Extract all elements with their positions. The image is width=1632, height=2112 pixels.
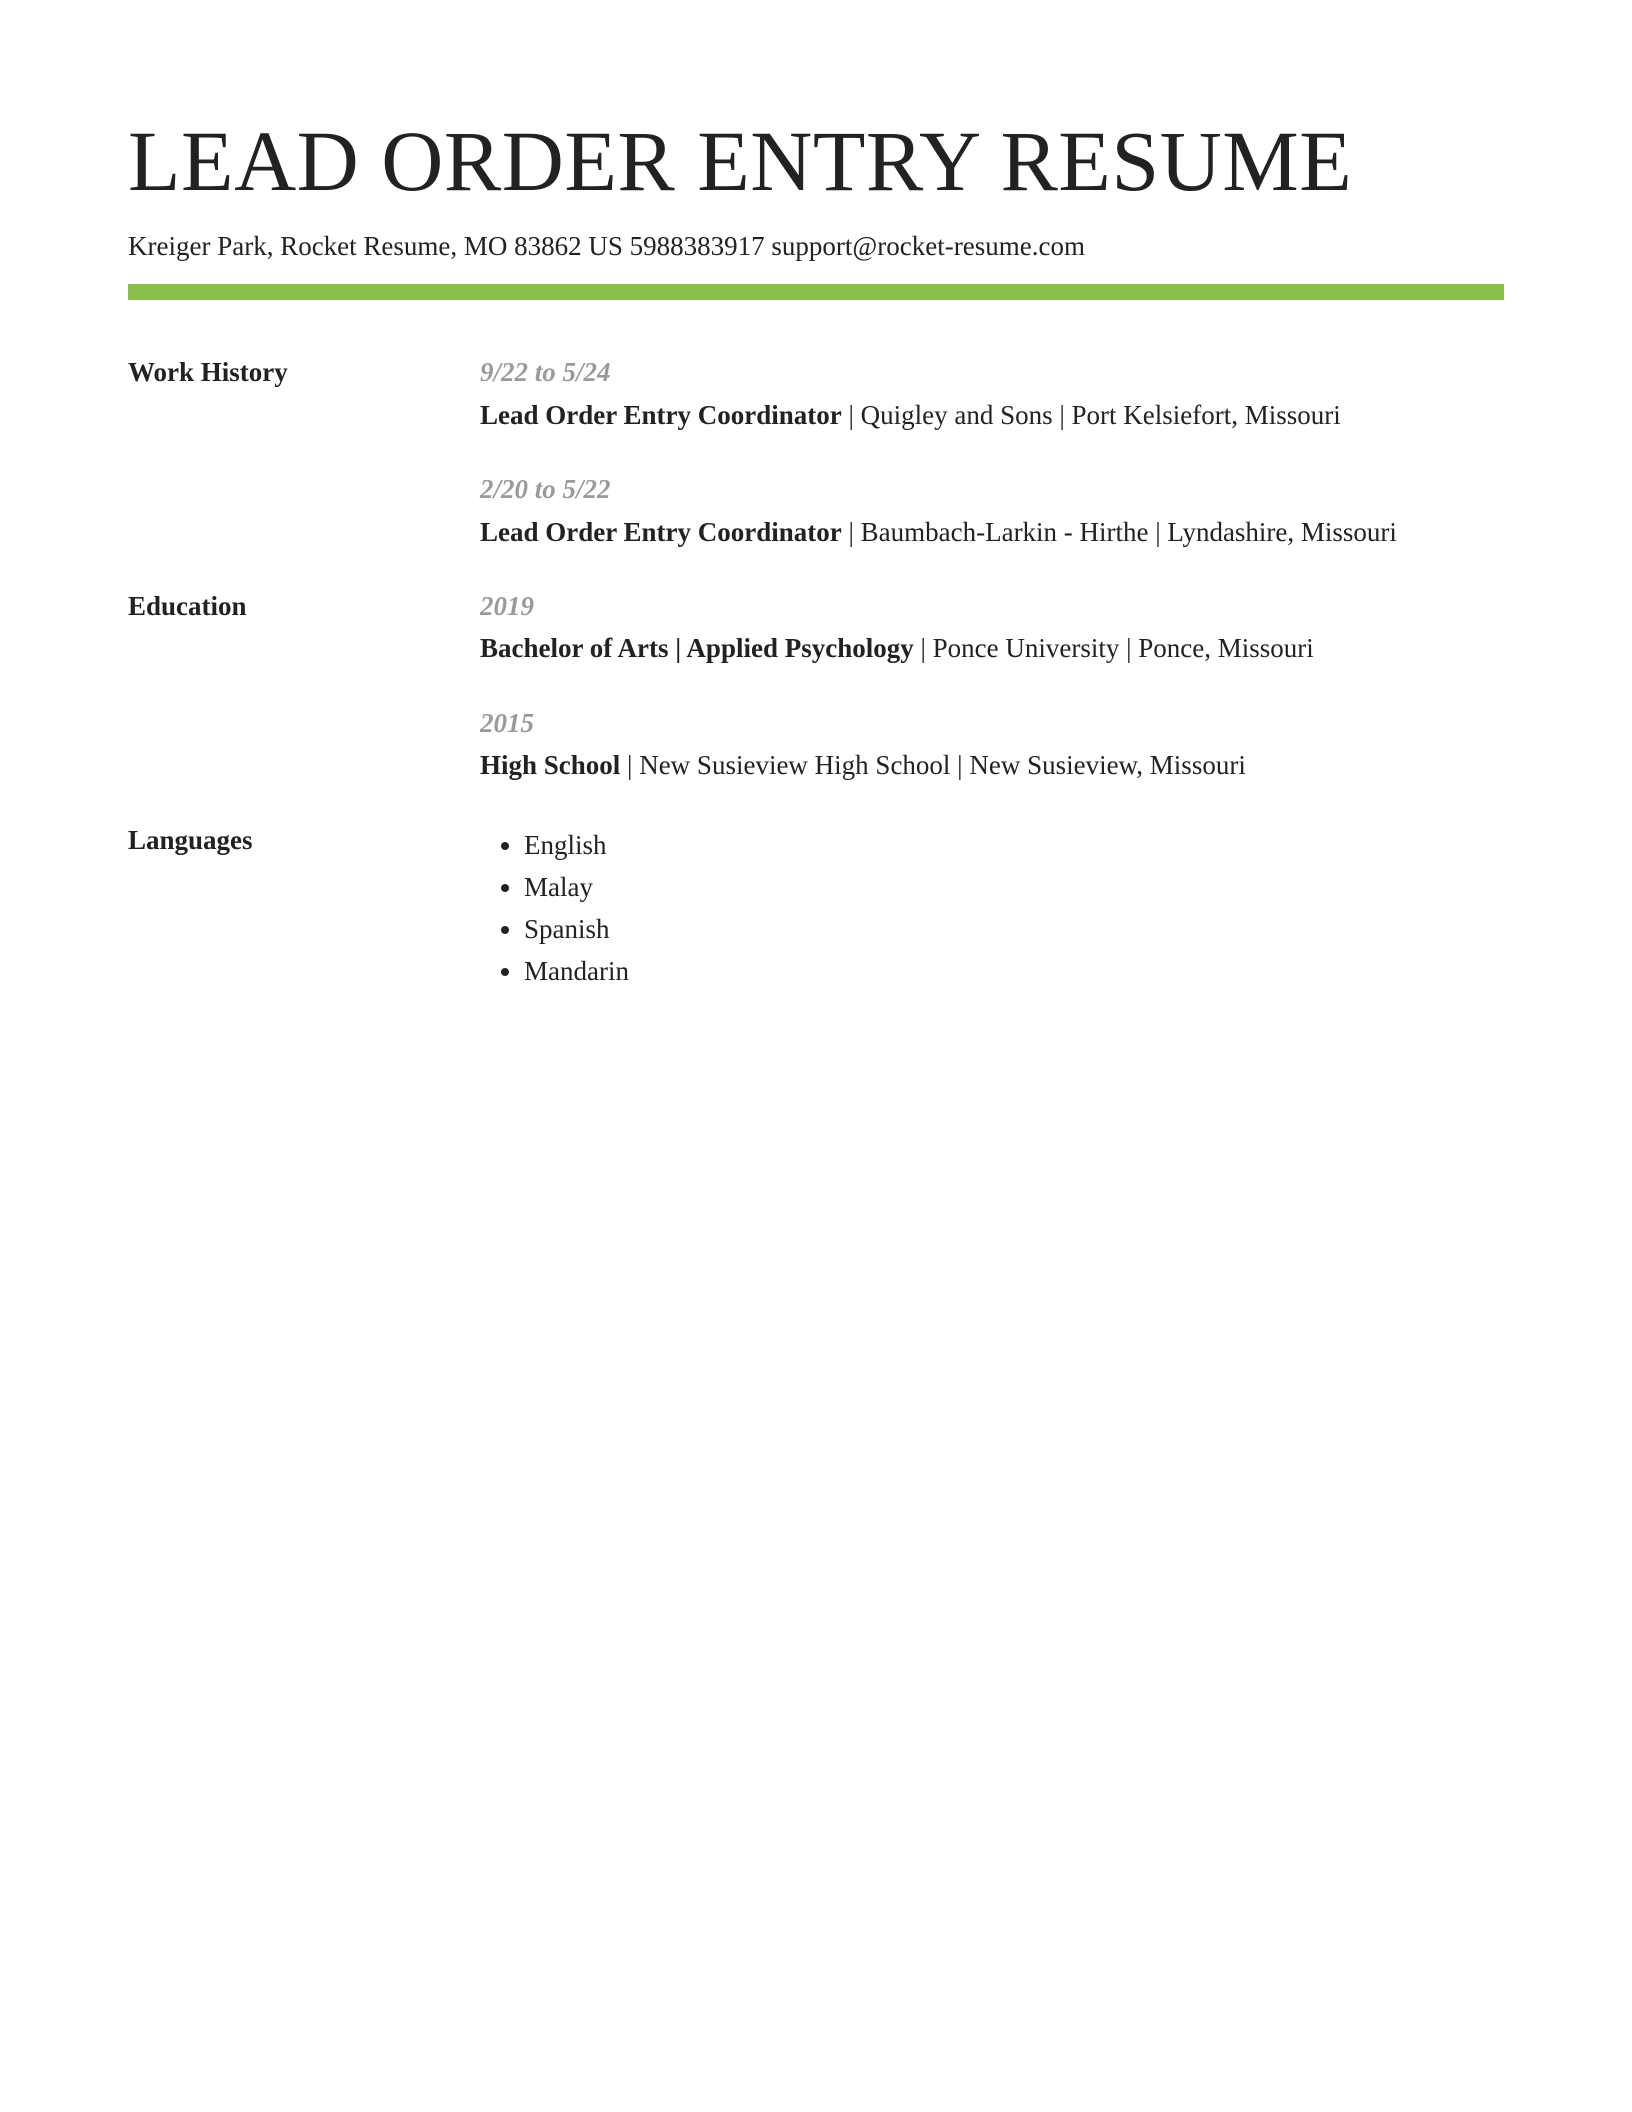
contact-info: Kreiger Park, Rocket Resume, MO 83862 US 5988383917 support@rocket-resume.com <box>128 231 1085 261</box>
entry-date: 2019 <box>480 590 534 621</box>
entry-degree: Bachelor of Arts | Applied Psychology <box>480 633 914 664</box>
section-label-work-history: Work History <box>128 357 288 388</box>
entry-line <box>480 749 1504 781</box>
languages-list-container <box>480 824 1504 992</box>
entry-date: 2/20 to 5/22 <box>480 474 611 505</box>
language-item: • Spanish <box>524 908 1504 950</box>
entry-date: 2015 <box>480 707 534 738</box>
entry-details: | Baumbach-Larkin - Hirthe | Lyndashire, Missouri <box>841 516 1397 547</box>
accent-divider <box>128 284 1504 300</box>
resume-title: LEAD ORDER ENTRY RESUME <box>128 113 1353 209</box>
entry-line <box>480 399 1504 431</box>
section-label-education: Education <box>128 590 247 621</box>
entry-details: | Quigley and Sons | Port Kelsiefort, Missouri <box>841 399 1341 430</box>
language-item: • Mandarin <box>524 950 1504 992</box>
education-entry <box>480 707 1504 782</box>
education-entry <box>480 590 1504 665</box>
education-section <box>128 590 1504 824</box>
languages-list <box>480 824 1504 992</box>
entry-degree: High School <box>480 750 621 781</box>
entry-role: Lead Order Entry Coordinator <box>480 516 842 547</box>
language-item: • English <box>524 824 1504 866</box>
entry-date: 9/22 to 5/24 <box>480 357 611 388</box>
entry-line <box>480 516 1504 548</box>
section-label-languages: Languages <box>128 824 253 855</box>
entry-details: | Ponce University | Ponce, Missouri <box>913 633 1314 664</box>
work-history-section <box>128 356 1504 590</box>
language-item: • Malay <box>524 866 1504 908</box>
work-history-entries <box>480 356 1504 590</box>
entry-details: | New Susieview High School | New Susieview, Missouri <box>620 750 1246 781</box>
entry-role: Lead Order Entry Coordinator <box>480 399 842 430</box>
languages-section <box>128 824 1504 992</box>
work-entry <box>480 473 1504 548</box>
work-entry <box>480 356 1504 431</box>
entry-line <box>480 632 1504 664</box>
education-entries <box>480 590 1504 824</box>
